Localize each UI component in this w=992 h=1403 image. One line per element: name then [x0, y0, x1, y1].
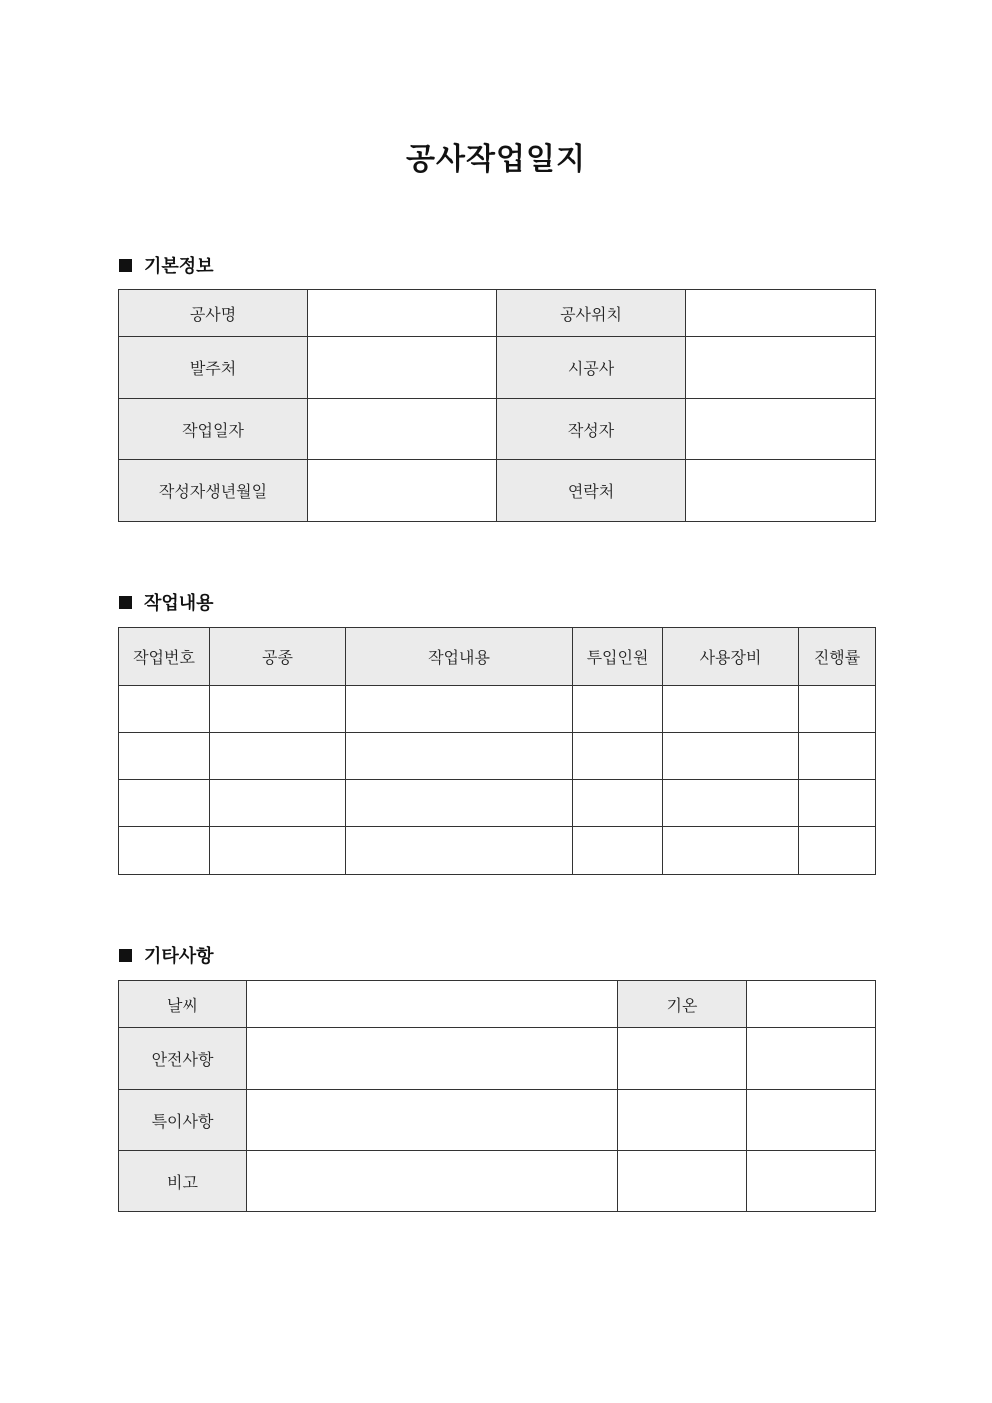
table-cell[interactable] [346, 827, 573, 875]
table-cell[interactable] [119, 827, 210, 875]
weather-field[interactable] [247, 981, 618, 1028]
label-remarks: 비고 [119, 1151, 247, 1212]
table-cell[interactable] [210, 733, 346, 780]
table-row [119, 981, 876, 1028]
label-safety-notes: 안전사항 [119, 1028, 247, 1090]
table-cell[interactable] [573, 733, 663, 780]
label-project-name: 공사명 [119, 290, 308, 337]
label-author: 작성자 [497, 399, 686, 460]
label-client: 발주처 [119, 337, 308, 399]
column-header: 투입인원 [573, 628, 663, 686]
table-row [119, 290, 876, 337]
author-birthdate-field[interactable] [308, 460, 497, 522]
table-cell[interactable] [119, 686, 210, 733]
table-cell[interactable] [663, 827, 799, 875]
label-contractor: 시공사 [497, 337, 686, 399]
table-row [119, 1151, 876, 1212]
section-heading-basic-info [119, 253, 214, 277]
table-cell[interactable] [663, 733, 799, 780]
temperature-field[interactable] [747, 981, 876, 1028]
section-heading-label: 기타사항 [144, 946, 214, 967]
table-cell[interactable] [799, 780, 876, 827]
table-cell[interactable] [663, 780, 799, 827]
label-special-notes: 특이사항 [119, 1090, 247, 1151]
table-cell[interactable] [573, 780, 663, 827]
table-cell[interactable] [119, 780, 210, 827]
table-cell[interactable] [210, 780, 346, 827]
section-heading-work-content [119, 590, 214, 614]
table-cell[interactable] [747, 1151, 876, 1212]
table-row [119, 399, 876, 460]
table-row [119, 686, 876, 733]
column-header: 사용장비 [663, 628, 799, 686]
column-header: 작업번호 [119, 628, 210, 686]
table-row [119, 827, 876, 875]
table-cell[interactable] [747, 1028, 876, 1090]
table-row [119, 1028, 876, 1090]
contact-field[interactable] [686, 460, 876, 522]
table-cell[interactable] [210, 827, 346, 875]
table-cell[interactable] [618, 1028, 747, 1090]
work-date-field[interactable] [308, 399, 497, 460]
table-row [119, 460, 876, 522]
other-notes-table [118, 980, 876, 1212]
safety-notes-field[interactable] [247, 1028, 618, 1090]
table-cell[interactable] [799, 686, 876, 733]
table-cell[interactable] [747, 1090, 876, 1151]
label-contact: 연락처 [497, 460, 686, 522]
table-cell[interactable] [346, 686, 573, 733]
project-location-field[interactable] [686, 290, 876, 337]
section-heading-other-notes [119, 943, 214, 967]
label-weather: 날씨 [119, 981, 247, 1028]
table-row [119, 780, 876, 827]
project-name-field[interactable] [308, 290, 497, 337]
contractor-field[interactable] [686, 337, 876, 399]
client-field[interactable] [308, 337, 497, 399]
table-cell[interactable] [618, 1151, 747, 1212]
column-header: 작업내용 [346, 628, 573, 686]
table-cell[interactable] [799, 733, 876, 780]
work-content-table [118, 627, 876, 875]
table-row [119, 1090, 876, 1151]
label-temperature: 기온 [618, 981, 747, 1028]
table-cell[interactable] [799, 827, 876, 875]
table-cell[interactable] [618, 1090, 747, 1151]
label-project-location: 공사위치 [497, 290, 686, 337]
document-title: 공사작업일지 [406, 142, 586, 177]
column-header: 진행률 [799, 628, 876, 686]
special-notes-field[interactable] [247, 1090, 618, 1151]
table-cell[interactable] [210, 686, 346, 733]
author-field[interactable] [686, 399, 876, 460]
section-heading-label: 기본정보 [144, 256, 214, 277]
remarks-field[interactable] [247, 1151, 618, 1212]
square-bullet-icon [119, 596, 132, 609]
table-row [119, 337, 876, 399]
label-author-birthdate: 작성자생년월일 [119, 460, 308, 522]
column-header: 공종 [210, 628, 346, 686]
square-bullet-icon [119, 259, 132, 272]
table-cell[interactable] [119, 733, 210, 780]
table-cell[interactable] [573, 827, 663, 875]
table-cell[interactable] [346, 733, 573, 780]
table-cell[interactable] [573, 686, 663, 733]
section-heading-label: 작업내용 [144, 593, 214, 614]
table-cell[interactable] [346, 780, 573, 827]
table-header-row [119, 628, 876, 686]
square-bullet-icon [119, 949, 132, 962]
basic-info-table [118, 289, 876, 522]
label-work-date: 작업일자 [119, 399, 308, 460]
table-row [119, 733, 876, 780]
table-cell[interactable] [663, 686, 799, 733]
